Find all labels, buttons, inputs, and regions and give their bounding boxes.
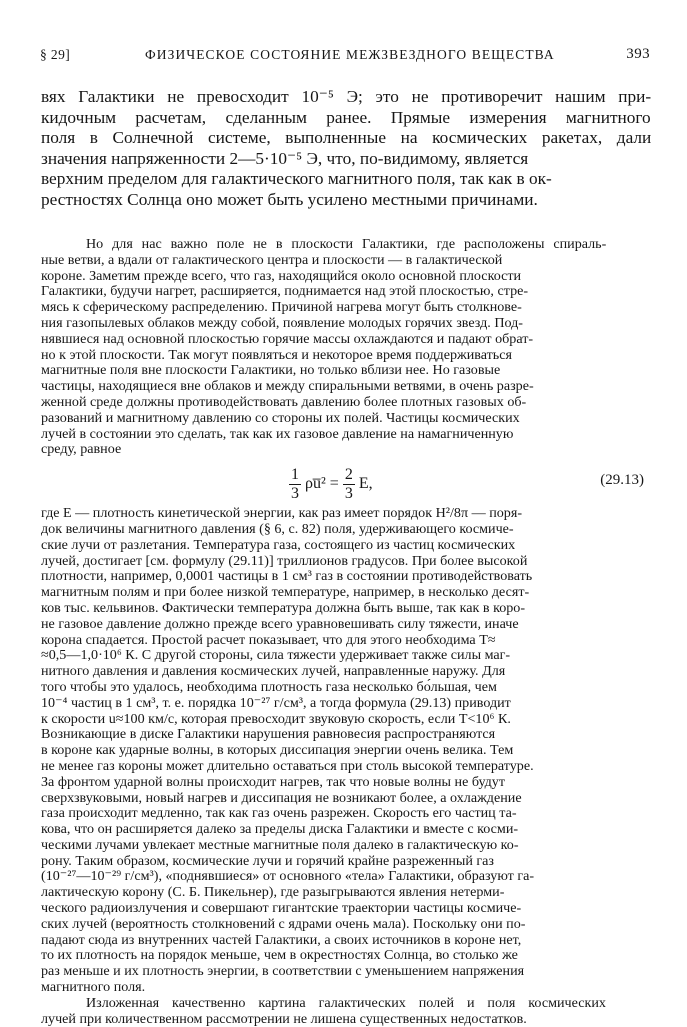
text-line: (10⁻²⁷—10⁻²⁹ г/см³), «поднявшиеся» от основного «тела» Галактики, образуют га- [41,868,535,885]
text-line: плотности, например, 0,0001 частицы в 1 см³ газ в состоянии противодействовать [41,568,533,585]
text-line: лучей в состоянии это сделать, так как их газовое давление на намагниченную [41,425,514,442]
text-line: вях Галактики не превосходит 10⁻⁵ Э; это не противоречит нашим при- [41,87,652,106]
page-number: 393 [626,46,650,62]
paragraph-3 [41,996,651,1027]
text-line: ≈0,5—1,0·10⁶ К. С другой стороны, сила тяжести удерживает также силы маг- [41,647,511,664]
text-line: док величины магнитного давления (§ 6, с. 82) поля, удерживающего космиче- [41,520,514,537]
text-line: ния газопылевых облаков между собой, появление молодых горячих звезд. Под- [41,314,524,331]
numerator: 2 [344,466,353,484]
text-line: магнитные поля вне плоскости Галактики, но только вблизи нее. Но газовые [41,362,501,379]
text-line: ков тыс. кельвинов. Фактически температура должна быть выше, так как в коро- [41,599,526,616]
text-line: лучей, достигает [см. формулу (29.11)] триллионов градусов. При более высокой [41,552,528,569]
equation-tail: E, [358,475,373,493]
text-line: ческого радиоизлучения и совершают гигантские траектории частицы космиче- [41,900,522,917]
text-line: где E — плотность кинетической энергии, как раз имеет порядок H²/8π — поря- [41,505,523,522]
equation-middle: ρu̅² = [305,475,339,493]
text-line: рону. Таким образом, космические лучи и горячий крайне разреженный газ [41,852,494,869]
text-line: магнитного поля. [41,979,146,996]
text-line: газа происходит медленно, так как газ очень разрежен. Скорость его частиц та- [41,805,517,822]
paragraph-1 [41,237,651,458]
section-number: § 29] [40,47,71,62]
text-line: нявшиеся над основной плоскостью горячие массы охлаждаются и падают обрат- [41,330,534,347]
text-line: кидочным расчетам, сделанным ранее. Прямые измерения магнитного [41,107,651,127]
text-line: частицы, находящиеся вне облаков и между спиральными ветвями, в очень разре- [41,378,534,395]
text-line: сверхзвуковыми, новый нагрев и диссипация не возникают более, а охлаждение [41,789,522,806]
numerator: 1 [291,466,299,484]
text-line: кова, что он расширяется далеко за пределы диска Галактики и вместе с косми- [41,821,519,838]
text-line: к скорости u≈100 км/с, которая превосходит звуковую скорость, если T<10⁶ К. [41,710,511,727]
fraction [289,466,301,503]
text-line: не менее газ короны может длительно оставаться при столь высокой температуре. [41,757,534,774]
text-line: Но для нас важно поле не в плоскости Галактики, где расположены спираль- [86,236,607,252]
text-line: За фронтом ударной волны происходит нагрев, так что новые волны не будут [41,773,506,790]
text-line: разований и магнитному давлению со стороны их полей. Частицы космических [41,409,520,426]
equation-body [289,466,373,503]
small-print-body [41,237,651,1027]
text-line: то их плотность на порядок меньше, чем в окрестностях Солнца, во столько же [41,947,518,964]
text-line: 10⁻⁴ частиц в 1 см³, т. е. порядка 10⁻²⁷ г/см³, а тогда формула (29.13) приводит [41,694,511,711]
text-line: но к этой плоскости. Так могут появляться и некоторое время поддерживаться [41,346,512,363]
equation-number: (29.13) [600,472,644,489]
text-line: падают сюда из внутренних частей Галактики, а своих источников в короне нет, [41,931,522,948]
paragraph-2 [41,506,651,996]
running-title: ФИЗИЧЕСКОЕ СОСТОЯНИЕ МЕЖЗВЕЗДНОГО ВЕЩЕСТВА [145,47,555,62]
text-line: верхним пределом для галактического магнитного поля, так как в ок- [41,169,552,188]
text-line: рестностях Солнца оно может быть усилено местными причинами. [41,189,538,209]
text-line: женной среде должны противодействовать давлению более плотных газовых об- [41,393,527,410]
text-line: Изложенная качественно картина галактических полей и поля космических [86,994,606,1011]
text-line: магнитным полям и при более низкой температуре, например, в несколько десят- [41,584,530,601]
text-line: того чтобы это удалось, необходима плотность газа несколько бо́льшая, чем [41,678,497,695]
text-line: короне. Заметим прежде всего, что газ, находящийся около основной плоскости [41,267,522,284]
denominator: 3 [344,485,353,503]
text-line: лактическую корону (С. Б. Пикельнер), где разыгрываются явления нетерми- [41,884,505,901]
text-line: ные ветви, а вдали от галактического центра и плоскости — в галактической [41,251,503,268]
equation-29-13 [41,458,651,506]
text-line: ские лучи от разлетания. Температура газа, состоящего из частиц космических [41,536,516,553]
text-line: Галактики, будучи нагрет, расширяется, поднимается над этой плоскостью, стре- [41,283,529,300]
text-line: значения напряженности 2—5·10⁻⁵ Э, что, по-видимому, является [41,148,529,168]
text-line: в короне как ударные волны, в которых диссипация энергии очень велика. Тем [41,742,514,759]
large-print-block [41,87,651,210]
text-line: лучей при количественном рассмотрении не лишена существенных недостатков. [41,1010,527,1027]
text-line: раз меньше и их плотность энергии, в соответствии с уменьшением напряжения [41,963,525,980]
text-line: Возникающие в диске Галактики нарушения равновесия распространяются [41,726,496,743]
denominator: 3 [291,485,299,503]
text-line: ческими лучами увлекает местные магнитные поля далеко в галактическую ко- [41,836,519,853]
text-line: мясь к сферическому распределению. Причиной нагрева могут быть столкнове- [41,299,522,316]
text-line: ских лучей (вероятность столкновений с ядрами очень мала). Поскольку они по- [41,915,526,932]
text-line: корона спадается. Простой расчет показывает, что для этого необходима T≈ [41,631,496,648]
text-line: нитного давления и давления космических лучей, направленные наружу. Для [41,663,506,680]
text-line: не газовое давление должно прежде всего уравновешивать силу тяжести, иначе [41,615,519,632]
text-line: среду, равное [41,441,122,458]
text-line: поля в Солнечной системе, выполненные на космических ракетах, дали [41,128,652,147]
fraction [343,466,355,503]
